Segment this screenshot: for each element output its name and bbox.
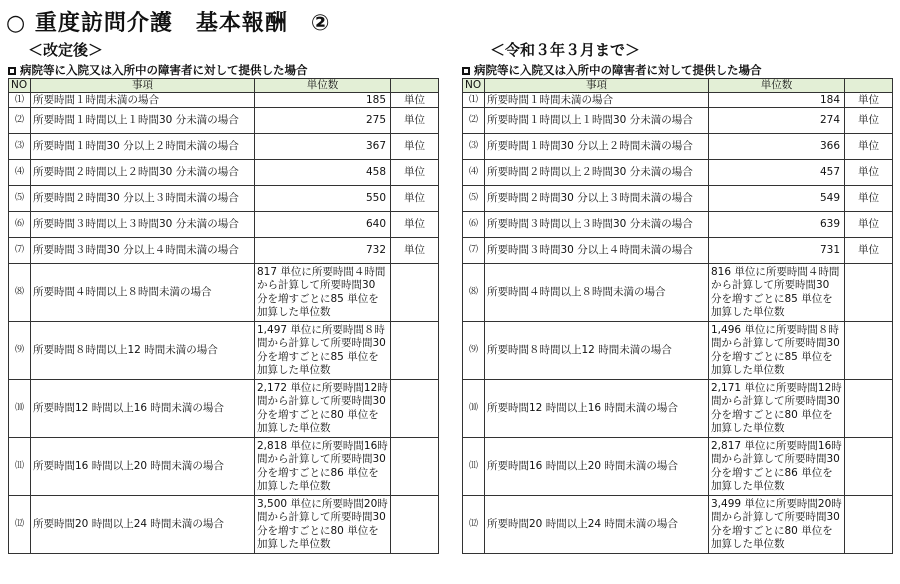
table-row [463,264,893,322]
row-item: 所要時間８時間以上12 時間未満の場合 [31,322,255,380]
row-unit: 単位 [845,108,893,134]
row-calculation: 1,496 単位に所要時間８時間から計算して所要時間30 分を増すごとに85 単位を加算した単位数 [709,322,845,380]
row-value: 549 [709,186,845,212]
table-row [9,322,439,380]
row-item: 所要時間20 時間以上24 時間未満の場合 [31,496,255,554]
table-row [463,160,893,186]
table-row [9,238,439,264]
row-value: 185 [255,93,391,108]
table-row [9,93,439,108]
table-row [463,438,893,496]
row-no: ⑾ [463,438,485,496]
header-no: NO [9,79,31,93]
row-value: 731 [709,238,845,264]
row-item: 所要時間１時間30 分以上２時間未満の場合 [485,134,709,160]
row-item: 所要時間１時間30 分以上２時間未満の場合 [31,134,255,160]
fee-table [8,78,439,554]
table-row [9,108,439,134]
row-value: 458 [255,160,391,186]
row-unit-empty [845,496,893,554]
row-no: ⑻ [463,264,485,322]
header-item: 事項 [31,79,255,93]
caption-text: 病院等に入院又は入所中の障害者に対して提供した場合 [20,63,308,77]
row-no: ⑺ [9,238,31,264]
row-unit-empty [391,496,439,554]
row-item: 所要時間12 時間以上16 時間未満の場合 [485,380,709,438]
row-unit: 単位 [391,160,439,186]
row-value: 732 [255,238,391,264]
row-unit: 単位 [391,108,439,134]
row-no: ⑹ [463,212,485,238]
header-unit-label [391,79,439,93]
table-row [9,160,439,186]
row-unit: 単位 [845,134,893,160]
row-no: ⑵ [9,108,31,134]
row-item: 所要時間16 時間以上20 時間未満の場合 [31,438,255,496]
table-row [463,380,893,438]
row-no: ⑺ [463,238,485,264]
row-unit: 単位 [391,186,439,212]
table-row [463,212,893,238]
row-unit: 単位 [391,93,439,108]
row-item: 所要時間16 時間以上20 時間未満の場合 [485,438,709,496]
row-item: 所要時間２時間以上２時間30 分未満の場合 [31,160,255,186]
panel-subtitle: ＜改定後＞ [28,41,104,59]
row-unit: 単位 [391,134,439,160]
row-no: ⑷ [9,160,31,186]
row-no: ⑶ [463,134,485,160]
row-item: 所要時間２時間以上２時間30 分未満の場合 [485,160,709,186]
row-value: 457 [709,160,845,186]
row-item: 所要時間４時間以上８時間未満の場合 [31,264,255,322]
row-item: 所要時間12 時間以上16 時間未満の場合 [31,380,255,438]
row-value: 640 [255,212,391,238]
row-unit-empty [391,438,439,496]
row-no: ⑹ [9,212,31,238]
table-row [463,186,893,212]
row-no: ⑿ [463,496,485,554]
row-value: 275 [255,108,391,134]
row-item: 所要時間１時間以上１時間30 分未満の場合 [31,108,255,134]
table-row [463,322,893,380]
header-units: 単位数 [255,79,391,93]
row-unit-empty [391,322,439,380]
row-unit: 単位 [845,212,893,238]
header-units: 単位数 [709,79,845,93]
table-row [9,212,439,238]
row-no: ⑿ [9,496,31,554]
row-calculation: 2,817 単位に所要時間16時間から計算して所要時間30 分を増すごとに86 単位を加算した単位数 [709,438,845,496]
table-row [463,108,893,134]
table-row [463,238,893,264]
row-no: ⑴ [9,93,31,108]
row-item: 所要時間20 時間以上24 時間未満の場合 [485,496,709,554]
row-no: ⑽ [463,380,485,438]
row-unit-empty [391,380,439,438]
row-calculation: 817 単位に所要時間４時間から計算して所要時間30 分を増すごとに85 単位を加算した単位数 [255,264,391,322]
row-no: ⑸ [463,186,485,212]
row-no: ⑽ [9,380,31,438]
square-bullet-icon [462,67,470,75]
table-row [9,496,439,554]
row-item: 所要時間３時間以上３時間30 分未満の場合 [31,212,255,238]
row-calculation: 3,500 単位に所要時間20時間から計算して所要時間30 分を増すごとに80 単位を加算した単位数 [255,496,391,554]
row-calculation: 3,499 単位に所要時間20時間から計算して所要時間30 分を増すごとに80 単位を加算した単位数 [709,496,845,554]
table-row [9,264,439,322]
header-no: NO [463,79,485,93]
row-no: ⑶ [9,134,31,160]
row-unit-empty [845,264,893,322]
row-item: 所要時間３時間30 分以上４時間未満の場合 [31,238,255,264]
row-item: 所要時間１時間未満の場合 [485,93,709,108]
table-header-row [463,79,893,93]
row-unit: 単位 [391,212,439,238]
row-item: 所要時間３時間以上３時間30 分未満の場合 [485,212,709,238]
square-bullet-icon [8,67,16,75]
row-unit: 単位 [845,238,893,264]
row-unit: 単位 [845,93,893,108]
row-unit-empty [845,438,893,496]
row-calculation: 816 単位に所要時間４時間から計算して所要時間30 分を増すごとに85 単位を加算した単位数 [709,264,845,322]
row-unit: 単位 [391,238,439,264]
row-no: ⑷ [463,160,485,186]
table-row [463,496,893,554]
row-no: ⑵ [463,108,485,134]
row-value: 367 [255,134,391,160]
fee-table [462,78,893,554]
row-value: 639 [709,212,845,238]
row-item: 所要時間８時間以上12 時間未満の場合 [485,322,709,380]
row-no: ⑴ [463,93,485,108]
row-calculation: 1,497 単位に所要時間８時間から計算して所要時間30 分を増すごとに85 単位を加算した単位数 [255,322,391,380]
row-item: 所要時間１時間未満の場合 [31,93,255,108]
row-no: ⑼ [463,322,485,380]
row-item: 所要時間１時間以上１時間30 分未満の場合 [485,108,709,134]
row-value: 274 [709,108,845,134]
table-header-row [9,79,439,93]
row-item: 所要時間２時間30 分以上３時間未満の場合 [485,186,709,212]
row-unit: 単位 [845,186,893,212]
row-value: 366 [709,134,845,160]
row-unit-empty [845,322,893,380]
page-title: ○ 重度訪問介護 基本報酬 ② [6,11,331,36]
row-item: 所要時間２時間30 分以上３時間未満の場合 [31,186,255,212]
row-no: ⑾ [9,438,31,496]
row-no: ⑼ [9,322,31,380]
row-value: 184 [709,93,845,108]
row-calculation: 2,171 単位に所要時間12時間から計算して所要時間30 分を増すごとに80 単位を加算した単位数 [709,380,845,438]
row-unit-empty [845,380,893,438]
row-no: ⑸ [9,186,31,212]
panel-until-march-2021 [462,38,892,554]
row-item: 所要時間４時間以上８時間未満の場合 [485,264,709,322]
table-caption [8,62,438,78]
row-unit-empty [391,264,439,322]
table-row [9,380,439,438]
panel-subtitle: ＜令和３年３月まで＞ [490,41,641,59]
panel-after-revision [8,38,438,554]
row-calculation: 2,172 単位に所要時間12時間から計算して所要時間30 分を増すごとに80 単位を加算した単位数 [255,380,391,438]
row-calculation: 2,818 単位に所要時間16時間から計算して所要時間30 分を増すごとに86 単位を加算した単位数 [255,438,391,496]
row-item: 所要時間３時間30 分以上４時間未満の場合 [485,238,709,264]
table-row [463,93,893,108]
row-value: 550 [255,186,391,212]
table-row [463,134,893,160]
caption-text: 病院等に入院又は入所中の障害者に対して提供した場合 [474,63,762,77]
table-row [9,438,439,496]
table-row [9,186,439,212]
row-no: ⑻ [9,264,31,322]
header-item: 事項 [485,79,709,93]
header-unit-label [845,79,893,93]
row-unit: 単位 [845,160,893,186]
table-caption [462,62,892,78]
table-row [9,134,439,160]
